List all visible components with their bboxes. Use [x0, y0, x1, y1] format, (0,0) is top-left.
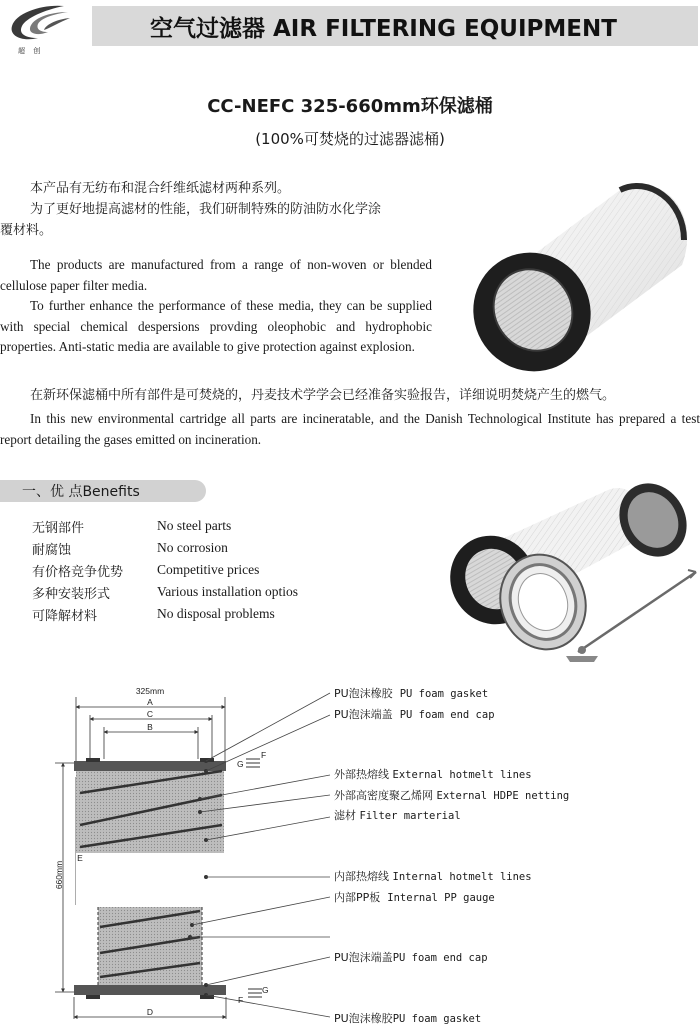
callout-label: PU泡沫端盖PU foam end cap [334, 951, 488, 964]
benefit-item [32, 537, 298, 559]
dim-a-label: A [147, 697, 153, 707]
dim-f-label: F [238, 995, 244, 1005]
benefits-list [32, 515, 298, 625]
incineration-en-block [0, 409, 700, 450]
benefit-en: No steel parts [157, 518, 232, 533]
benefit-zh: 可降解材料 [32, 608, 98, 624]
callout-label: PU泡沫端盖 PU foam end cap [334, 708, 495, 721]
benefit-zh: 无钢部件 [32, 520, 85, 536]
dim-f-label: F [261, 750, 267, 760]
dim-g-label: G [262, 985, 269, 995]
filter-cartridge-photo [470, 170, 692, 375]
dim-e-label: E [77, 853, 83, 863]
benefit-en: No disposal problems [157, 606, 275, 621]
product-subtitle: (100%可焚烧的过滤器滤桶) [255, 130, 445, 148]
callout-label: 滤材 Filter marterial [334, 809, 461, 822]
callout-label: PU泡沫橡胶 PU foam gasket [334, 687, 489, 700]
benefit-en: No corrosion [157, 540, 228, 555]
benefits-heading: 一、优 点Benefits [22, 484, 140, 500]
callout-label: 内部PP板 Internal PP gauge [334, 891, 495, 904]
incineration-zh: 在新环保滤桶中所有部件是可焚烧的，丹麦技术学学会已经准备实验报告，详细说明焚烧产生的燃气。 [30, 388, 616, 403]
intro-en-block [0, 255, 432, 358]
benefit-zh: 多种安装形式 [32, 586, 111, 602]
cartridge-components-photo [448, 480, 700, 670]
dim-b-label: B [147, 722, 153, 732]
benefit-zh: 耐腐蚀 [32, 542, 72, 558]
page-header-title: 空气过滤器 AIR FILTERING EQUIPMENT [150, 16, 617, 42]
dim-d-label: D [146, 1007, 154, 1017]
logo-text: 超 创 [18, 47, 44, 55]
callout-label: 外部高密度聚乙烯网 External HDPE netting [334, 789, 570, 802]
benefit-item [32, 515, 298, 537]
intro-en-paragraph: To further enhance the performance of these media, they can be supplied with special chemical despersions provding oleophobic and hydrophobic properties. Anti-static media are available to give protection against explosion. [0, 298, 432, 354]
benefit-item [32, 603, 298, 625]
product-title: CC-NEFC 325-660mm环保滤桶 [207, 96, 493, 117]
callout-label: PU泡沫橡胶PU foam gasket [334, 1012, 482, 1025]
callout-label: 外部热熔线 External hotmelt lines [334, 768, 532, 781]
intro-zh-line: 本产品有无纺布和混合纤维纸滤材两种系列。 [30, 181, 291, 196]
benefit-zh: 有价格竞争优势 [32, 564, 124, 580]
intro-en-paragraph: The products are manufactured from a range of non-woven or blended cellulose paper filter media. [0, 257, 432, 293]
benefit-en: Various installation optios [157, 584, 298, 599]
benefit-item [32, 559, 298, 581]
company-logo [4, 2, 72, 48]
benefit-en: Competitive prices [157, 562, 260, 577]
callout-label: 内部热熔线 Internal hotmelt lines [334, 870, 532, 883]
dim-g-label: G [237, 759, 244, 769]
dim-height-label: 660mm [54, 860, 64, 890]
dim-width-label: 325mm [135, 686, 165, 696]
cartridge-cross-section-diagram [0, 675, 700, 1031]
dim-c-label: C [146, 709, 154, 719]
incineration-en: In this new environmental cartridge all parts are incineratable, and the Danish Technological Institute has prepared a test report detailing the gases emitted on incineration. [0, 411, 700, 447]
intro-zh-line: 为了更好地提高滤材的性能，我们研制特殊的防油防水化学涂 [30, 202, 382, 217]
benefit-item [32, 581, 298, 603]
intro-zh-line: 覆材料。 [0, 223, 53, 238]
